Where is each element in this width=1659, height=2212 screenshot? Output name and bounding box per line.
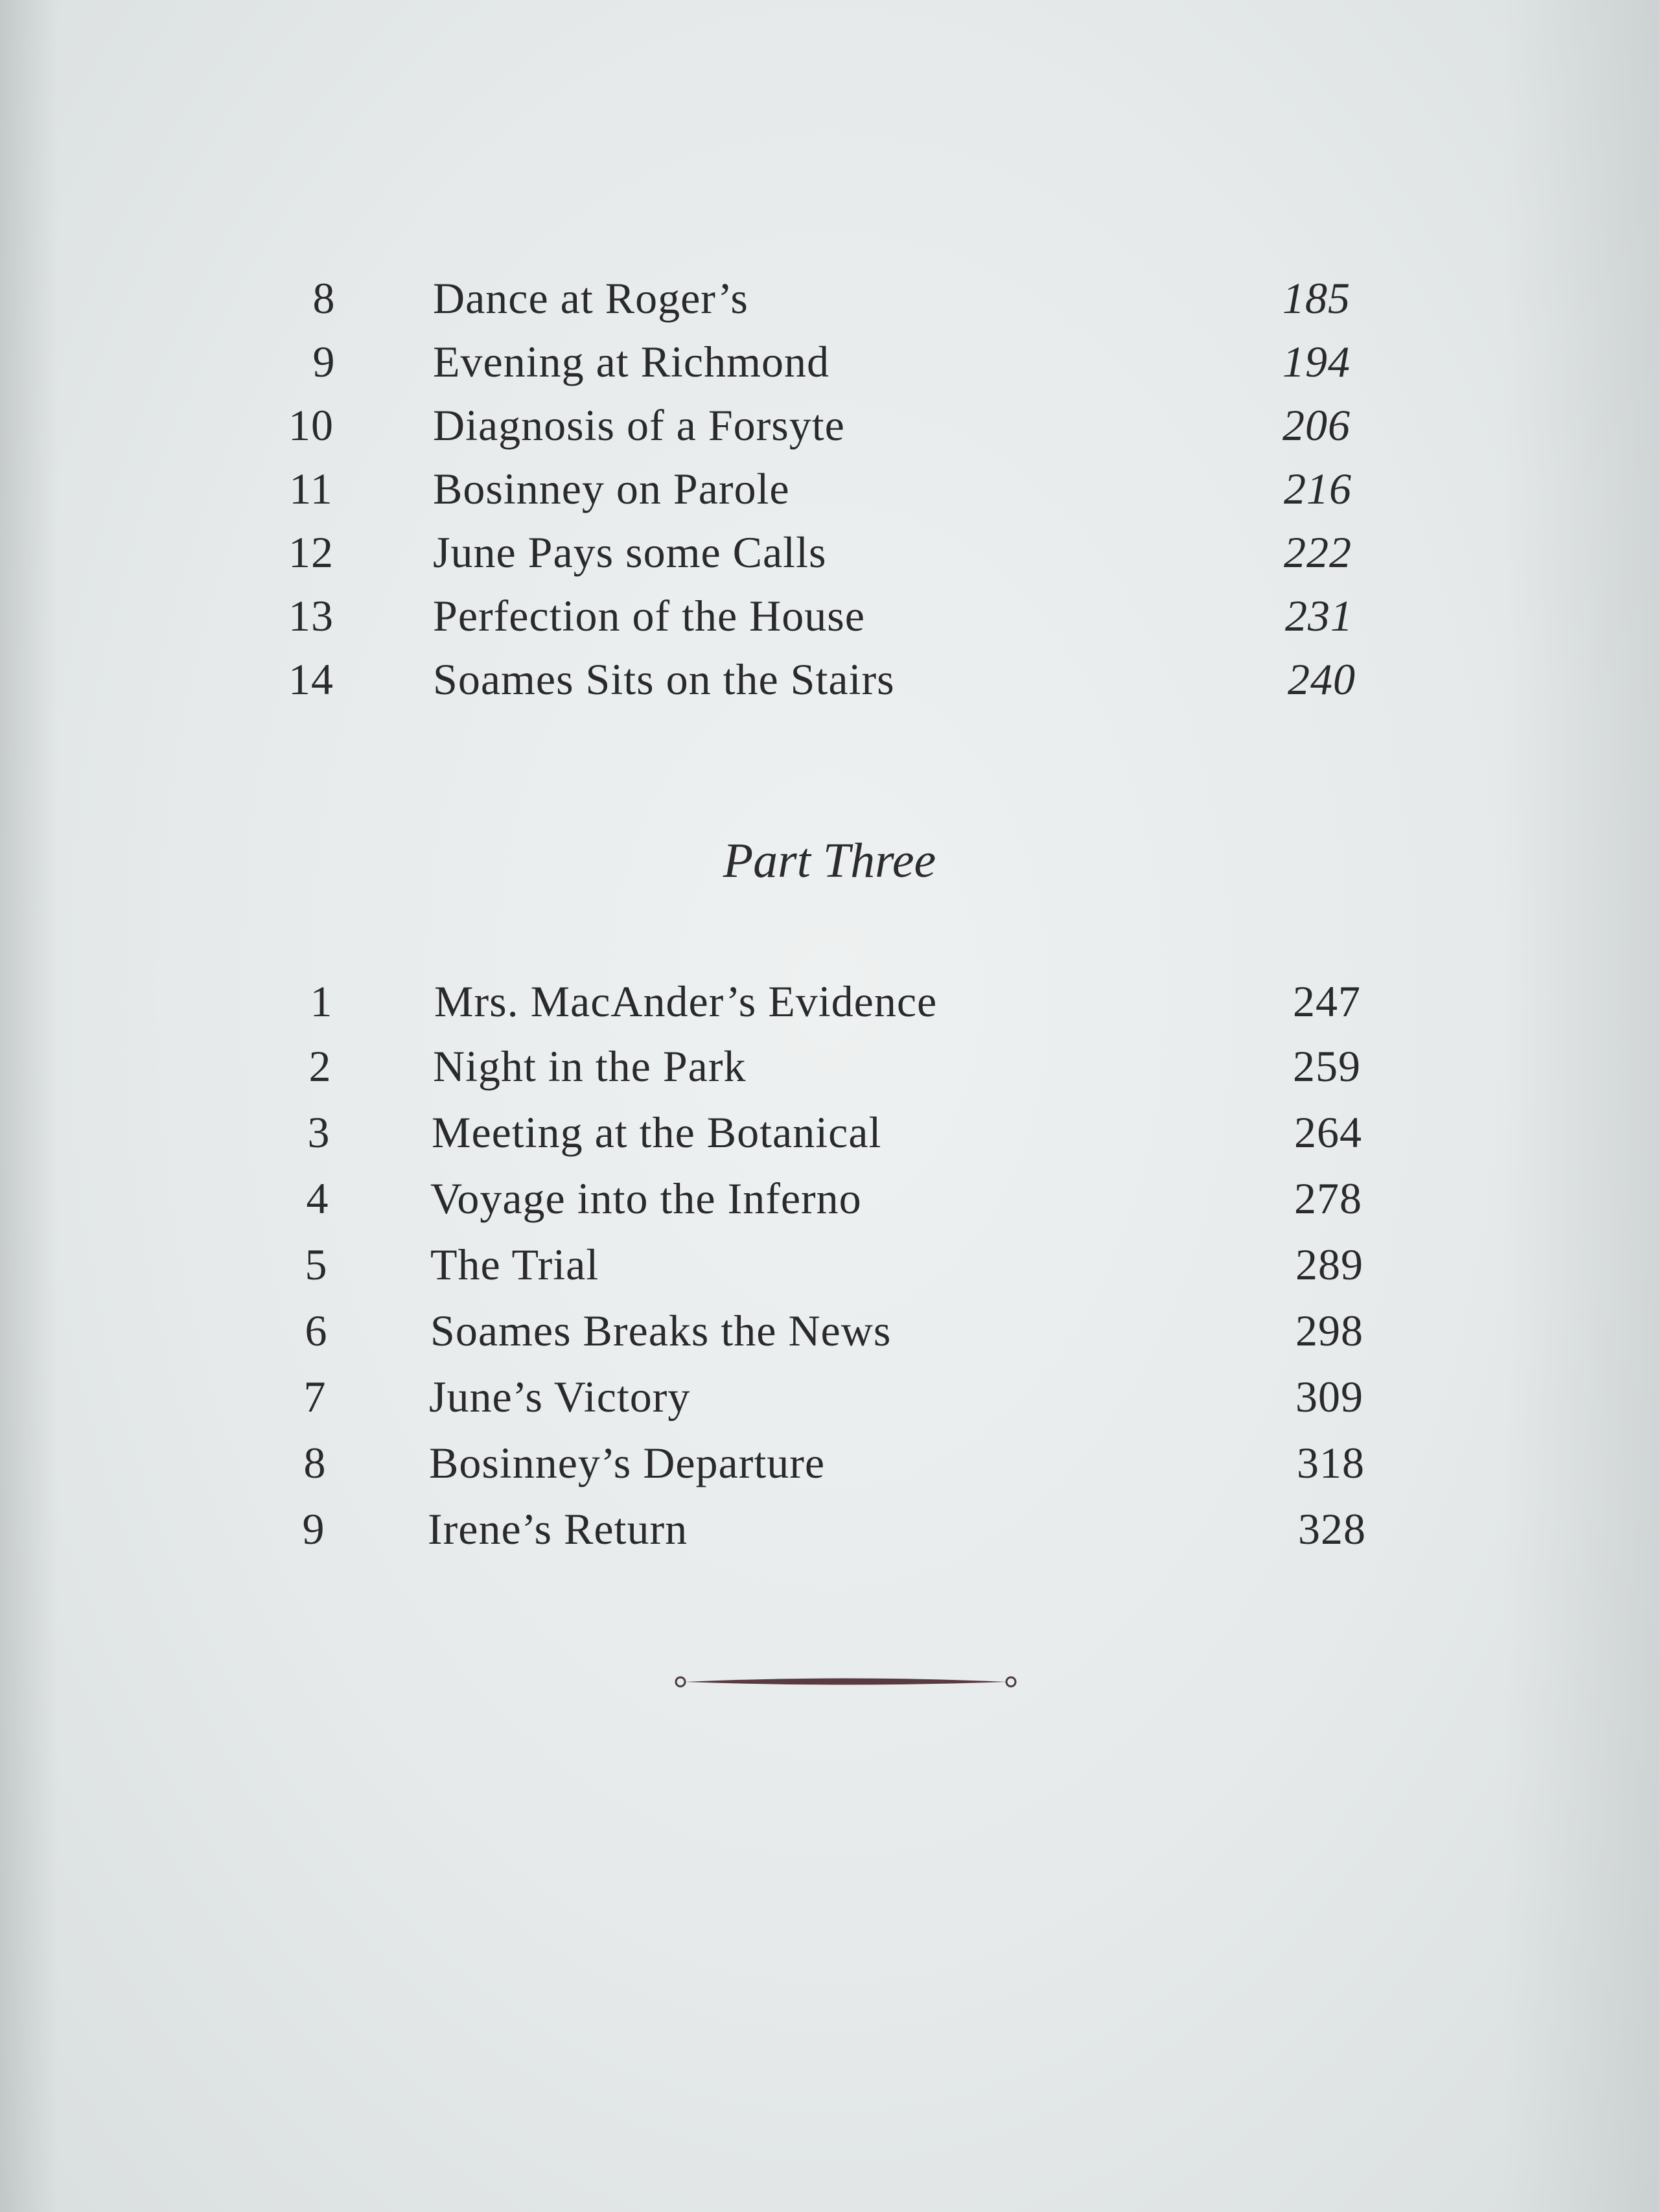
chapter-page: 318	[1297, 1438, 1365, 1487]
chapter-number: 12	[288, 528, 334, 577]
chapter-number: 9	[312, 337, 336, 386]
chapter-page: 259	[1293, 1042, 1361, 1091]
chapter-page: 231	[1285, 591, 1353, 640]
chapter-title: Bosinney on Parole	[433, 464, 790, 513]
chapter-number: 3	[307, 1108, 331, 1157]
chapter-page: 264	[1294, 1108, 1362, 1157]
chapter-title: Irene’s Return	[428, 1504, 688, 1554]
chapter-page: 185	[1282, 274, 1351, 323]
chapter-page: 309	[1295, 1372, 1363, 1421]
chapter-title: Meeting at the Botanical	[432, 1108, 882, 1157]
chapter-number: 4	[306, 1174, 329, 1223]
chapter-number: 7	[303, 1372, 327, 1421]
chapter-title: Night in the Park	[433, 1042, 747, 1091]
ornament-rule	[674, 1666, 1017, 1698]
chapter-title: June Pays some Calls	[433, 528, 827, 577]
page-edge-shadow	[1503, 0, 1659, 2212]
chapter-page: 194	[1282, 337, 1351, 386]
chapter-page: 222	[1284, 528, 1352, 577]
chapter-title: The Trial	[430, 1240, 599, 1289]
chapter-number: 9	[302, 1504, 325, 1554]
chapter-number: 5	[305, 1240, 328, 1289]
chapter-page: 278	[1294, 1174, 1362, 1223]
chapter-number: 1	[310, 977, 333, 1026]
chapter-number: 8	[312, 274, 336, 323]
chapter-title: Bosinney’s Departure	[429, 1438, 826, 1487]
chapter-title: June’s Victory	[429, 1372, 691, 1421]
chapter-page: 240	[1288, 655, 1356, 704]
chapter-title: Voyage into the Inferno	[430, 1174, 862, 1223]
chapter-number: 8	[303, 1438, 327, 1487]
chapter-page: 298	[1295, 1306, 1363, 1355]
chapter-number: 6	[305, 1306, 328, 1355]
chapter-title: Mrs. MacAnder’s Evidence	[434, 977, 938, 1026]
chapter-number: 13	[288, 591, 334, 640]
chapter-title: Dance at Roger’s	[433, 274, 748, 323]
chapter-page: 216	[1284, 464, 1352, 513]
chapter-title: Diagnosis of a Forsyte	[433, 401, 845, 450]
chapter-title: Soames Sits on the Stairs	[433, 655, 895, 704]
chapter-number: 14	[288, 655, 334, 704]
chapter-number: 11	[289, 464, 333, 513]
chapter-title: Evening at Richmond	[433, 337, 830, 386]
chapter-title: Perfection of the House	[433, 591, 865, 640]
chapter-number: 2	[308, 1042, 332, 1091]
chapter-number: 10	[288, 401, 334, 450]
chapter-page: 247	[1293, 977, 1361, 1026]
chapter-page: 289	[1295, 1240, 1363, 1289]
page-gutter-shadow	[0, 0, 58, 2212]
chapter-page: 206	[1282, 401, 1351, 450]
part-heading: Part Three	[723, 833, 936, 888]
chapter-page: 328	[1298, 1504, 1366, 1554]
chapter-title: Soames Breaks the News	[430, 1306, 892, 1355]
